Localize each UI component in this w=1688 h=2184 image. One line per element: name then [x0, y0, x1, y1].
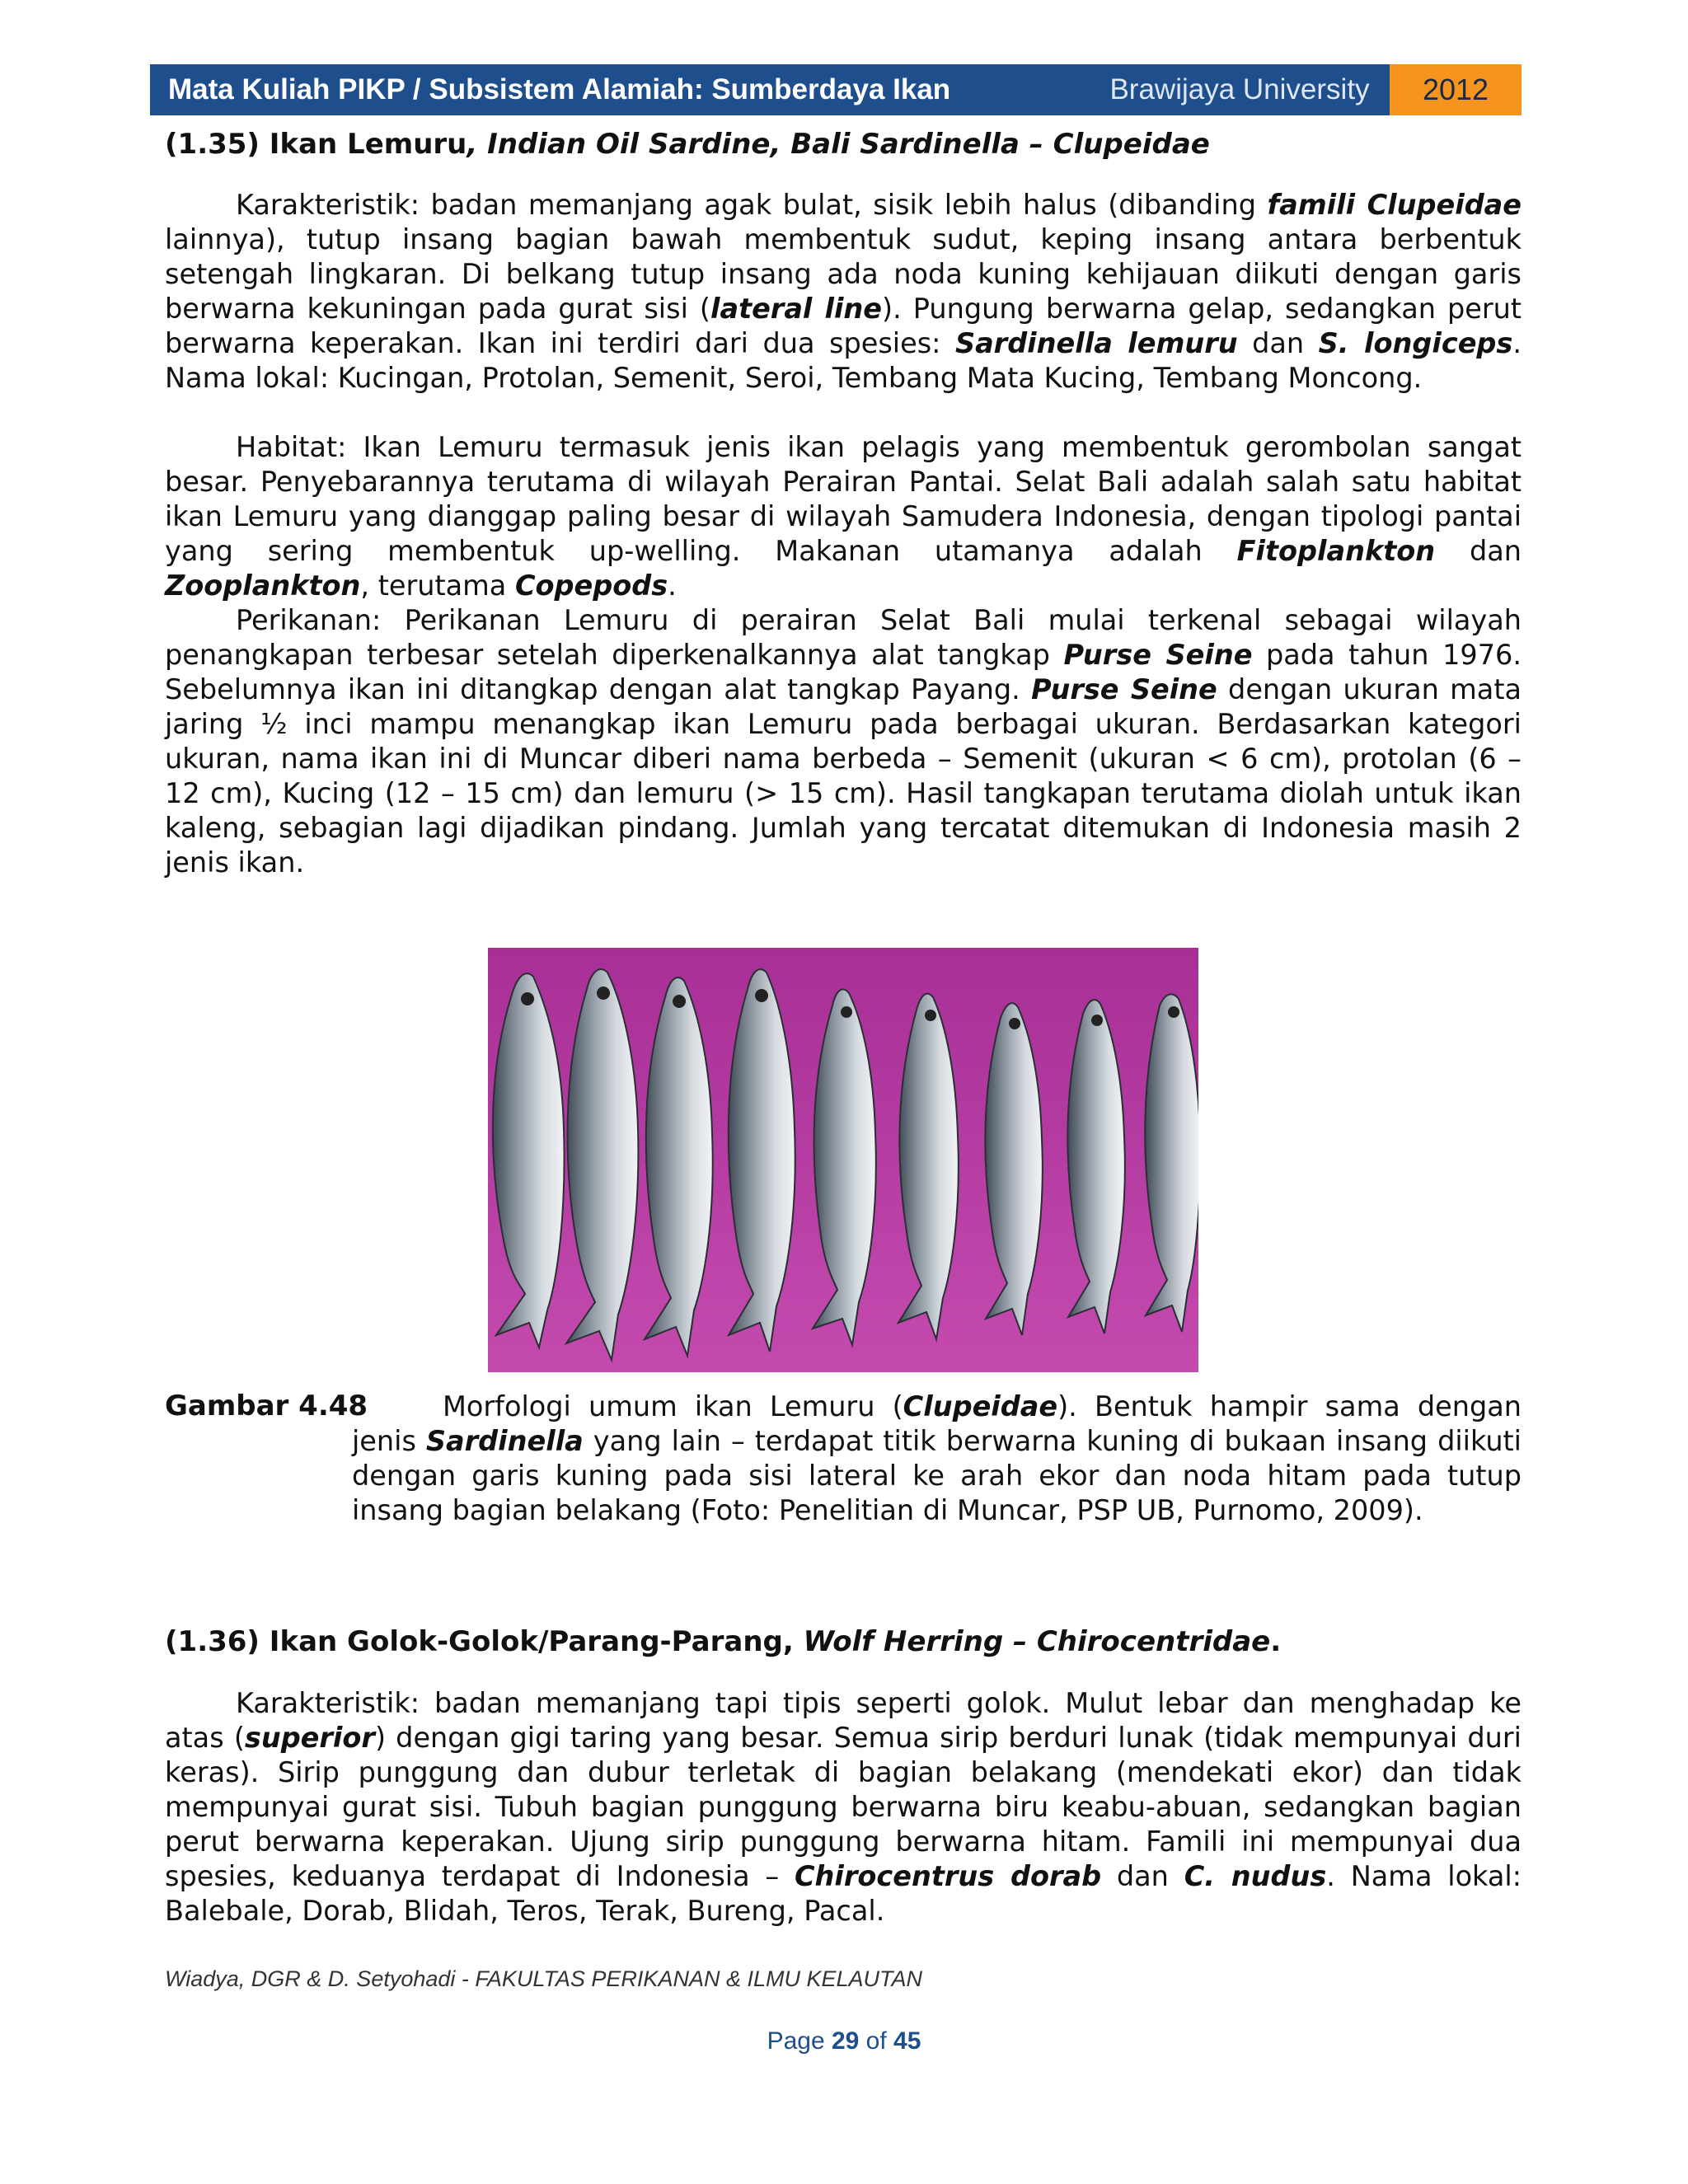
university-name: Brawijaya University	[1090, 64, 1390, 115]
section-title-golok: (1.36) Ikan Golok-Golok/Parang-Parang, Wolf Herring – Chirocentridae.	[165, 1625, 1282, 1658]
year-badge: 2012	[1390, 64, 1522, 115]
paragraph-karakteristik-golok: Karakteristik: badan memanjang tapi tipis seperti golok. Mulut lebar dan menghadap ke atas (superior) dengan gigi taring yang besar. Semua sirip berduri lunak (tidak mempunyai duri keras). Sirip punggung dan dubur terletak di bagian belakang (mendekati ekor) dan tidak mempunyai gurat sisi. Tubuh bagian punggung berwarna biru keabu-abuan, sedangkan bagian perut berwarna keperakan. Ujung sirip punggung berwarna hitam. Famili ini mempunyai dua spesies, keduanya terdapat di Indonesia – Chirocentrus dorab dan C. nudus. Nama lokal: Balebale, Dorab, Blidah, Teros, Terak, Bureng, Pacal.	[165, 1687, 1522, 1927]
course-title: Mata Kuliah PIKP / Subsistem Alamiah: Sumberdaya Ikan	[150, 64, 1090, 115]
lemuru-fish-photo	[488, 948, 1198, 1372]
paragraph-perikanan-lemuru: Perikanan: Perikanan Lemuru di perairan Selat Bali mulai terkenal sebagai wilayah penangkapan terbesar setelah diperkenalkannya alat tangkap Purse Seine pada tahun 1976. Sebelumnya ikan ini ditangkap dengan alat tangkap Payang. Purse Seine dengan ukuran mata jaring ½ inci mampu menangkap ikan Lemuru pada berbagai ukuran. Berdasarkan kategori ukuran, nama ikan ini di Muncar diberi nama berbeda – Semenit (ukuran < 6 cm), protolan (6 – 12 cm), Kucing (12 – 15 cm) dan lemuru (> 15 cm). Hasil tangkapan terutama diolah untuk ikan kaleng, sebagian lagi dijadikan pindang. Jumlah yang tercatat ditemukan di Indonesia masih 2 jenis ikan.	[165, 604, 1522, 879]
page-number: Page 29 of 45	[767, 2027, 921, 2055]
paragraph-karakteristik-lemuru: Karakteristik: badan memanjang agak bulat, sisik lebih halus (dibanding famili Clupeidae lainnya), tutup insang bagian bawah membentuk sudut, keping insang antara berbentuk setengah lingkaran. Di belkang tutup insang ada noda kuning kehijauan diikuti dengan garis berwarna kekuningan pada gurat sisi (lateral line). Pungung berwarna gelap, sedangkan perut berwarna keperakan. Ikan ini terdiri dari dua spesies: Sardinella lemuru dan S. longiceps. Nama lokal: Kucingan, Protolan, Semenit, Seroi, Tembang Mata Kucing, Tembang Moncong.	[165, 189, 1522, 394]
figure-caption: Morfologi umum ikan Lemuru (Clupeidae). Bentuk hampir sama dengan jenis Sardinella yang lain – terdapat titik berwarna kuning di bukaan insang diikuti dengan garis kuning pada sisi lateral ke arah ekor dan noda hitam pada tutup insang bagian belakang (Foto: Penelitian di Muncar, PSP UB, Purnomo, 2009).	[352, 1390, 1522, 1526]
section-title-italic: , Indian Oil Sardine, Bali Sardinella – Clupeidae	[467, 128, 1210, 161]
section-title-plain: (1.35) Ikan Lemuru	[165, 128, 467, 161]
footer-authors: Wiadya, DGR & D. Setyohadi - FAKULTAS PERIKANAN & ILMU KELAUTAN	[165, 1966, 923, 1991]
page-header	[150, 64, 1522, 115]
paragraph-habitat-lemuru: Habitat: Ikan Lemuru termasuk jenis ikan pelagis yang membentuk gerombolan sangat besar. Penyebarannya terutama di wilayah Perairan Pantai. Selat Bali adalah salah satu habitat ikan Lemuru yang dianggap paling besar di wilayah Samudera Indonesia, dengan tipologi pantai yang sering membentuk up-welling. Makanan utamanya adalah Fitoplankton dan Zooplankton, terutama Copepods.	[165, 431, 1522, 602]
figure-label: Gambar 4.48	[165, 1390, 368, 1422]
section-title-lemuru	[165, 128, 1522, 161]
fish-illustration	[488, 948, 1198, 1372]
